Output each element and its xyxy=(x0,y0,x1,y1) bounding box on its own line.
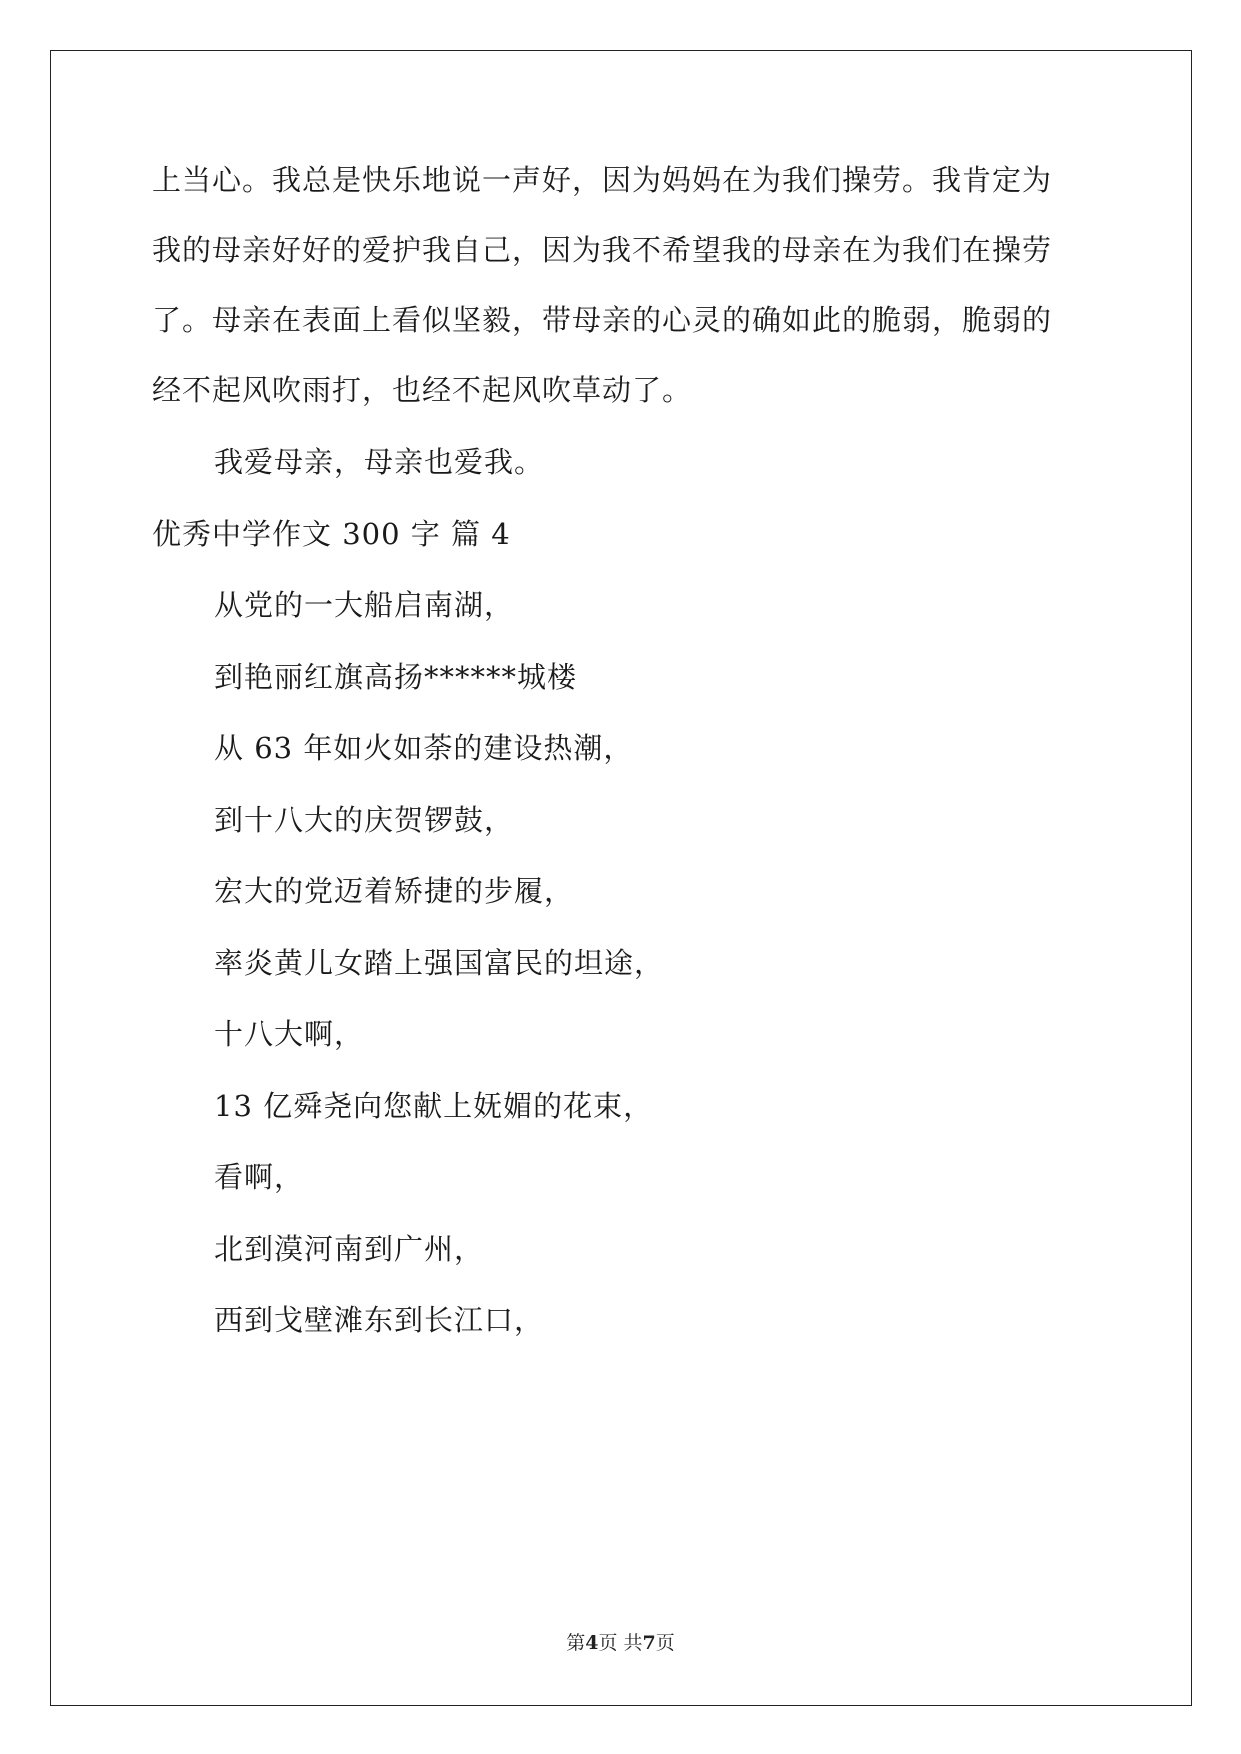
paragraph-line: 我的母亲好好的爱护我自己，因为我不希望我的母亲在为我们在操劳 xyxy=(152,233,1053,267)
page-footer xyxy=(0,1628,1241,1655)
poem-line: 西到戈壁滩东到长江口， xyxy=(214,1303,545,1337)
poem-line: 率炎黄儿女踏上强国富民的坦途， xyxy=(214,946,665,980)
paragraph-line: 了。母亲在表面上看似坚毅，带母亲的心灵的确如此的脆弱，脆弱的 xyxy=(152,303,1053,337)
section-heading: 优秀中学作文 300 字 篇 4 xyxy=(152,517,511,551)
paragraph-line: 经不起风吹雨打，也经不起风吹草动了。 xyxy=(152,373,693,407)
poem-line: 北到漠河南到广州， xyxy=(214,1232,485,1266)
current-page-number: 4 xyxy=(585,1632,599,1654)
paragraph-line: 我爱母亲，母亲也爱我。 xyxy=(214,445,545,479)
poem-line: 宏大的党迈着矫捷的步履， xyxy=(214,874,575,908)
footer-prefix: 第 xyxy=(566,1632,586,1654)
poem-line: 到艳丽红旗高扬******城楼 xyxy=(214,660,578,694)
paragraph-line: 上当心。我总是快乐地说一声好，因为妈妈在为我们操劳。我肯定为 xyxy=(152,163,1053,197)
poem-line: 从 63 年如火如荼的建设热潮， xyxy=(214,731,634,765)
poem-line: 十八大啊， xyxy=(214,1017,365,1051)
poem-line: 看啊， xyxy=(214,1160,305,1194)
footer-suffix: 页 xyxy=(655,1632,675,1654)
poem-line: 到十八大的庆贺锣鼓， xyxy=(214,803,515,837)
footer-mid: 页 共 xyxy=(598,1632,643,1654)
poem-line: 13 亿舜尧向您献上妩媚的花束， xyxy=(214,1089,654,1123)
total-page-number: 7 xyxy=(642,1632,656,1654)
poem-line: 从党的一大船启南湖， xyxy=(214,588,515,622)
